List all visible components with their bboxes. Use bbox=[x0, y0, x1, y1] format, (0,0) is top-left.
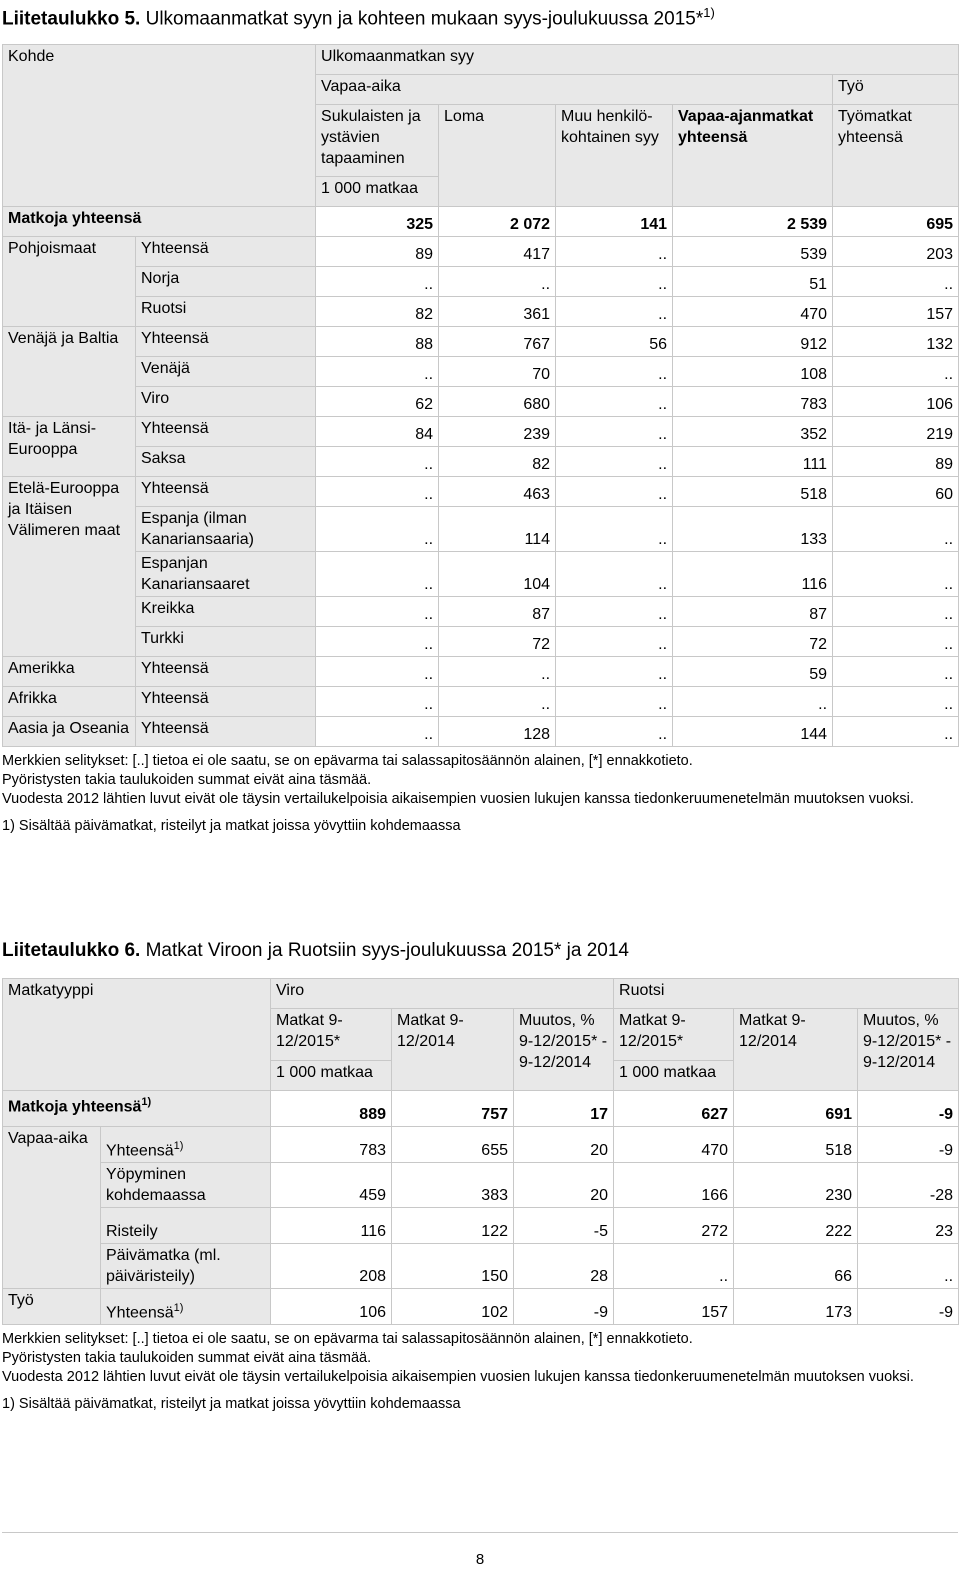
cell-value: 166 bbox=[614, 1163, 734, 1208]
region-label: Itä- ja Länsi-Eurooppa bbox=[3, 417, 136, 477]
table5-footnote: 1) Sisältää päivämatkat, risteilyt ja matkat joissa yövyttiin kohdemaassa bbox=[2, 818, 461, 834]
header-muu: Muu henkilö-kohtainen syy bbox=[556, 105, 673, 207]
total-row bbox=[3, 207, 959, 237]
row-label-text: Risteily bbox=[106, 1223, 158, 1240]
total-label bbox=[3, 1091, 271, 1127]
cell-value: .. bbox=[556, 717, 673, 747]
cell-value: .. bbox=[316, 657, 439, 687]
row-label-text: Yhteensä bbox=[106, 1142, 174, 1159]
cell-value: .. bbox=[556, 297, 673, 327]
cell-value: .. bbox=[316, 447, 439, 477]
cell-value: .. bbox=[833, 507, 959, 552]
row-label-text: Yhteensä bbox=[106, 1304, 174, 1321]
table-row bbox=[3, 417, 959, 447]
row-label: Yhteensä bbox=[136, 237, 316, 267]
table-row bbox=[3, 297, 959, 327]
cell-value: 122 bbox=[392, 1208, 514, 1244]
cell-value: 104 bbox=[439, 552, 556, 597]
cell-value: 28 bbox=[514, 1244, 614, 1289]
header-syy: Ulkomaanmatkan syy bbox=[316, 45, 959, 75]
cell-value: 361 bbox=[439, 297, 556, 327]
table5-notes bbox=[2, 752, 958, 836]
cell-value: 116 bbox=[271, 1208, 392, 1244]
cell-value: 72 bbox=[439, 627, 556, 657]
cell-value: 157 bbox=[833, 297, 959, 327]
cell-value: 272 bbox=[614, 1208, 734, 1244]
cell-value: -28 bbox=[858, 1163, 959, 1208]
row-label: Saksa bbox=[136, 447, 316, 477]
row-label-text: Päivämatka (ml. päiväristeily) bbox=[106, 1247, 221, 1285]
row-label-sup: 1) bbox=[173, 1301, 184, 1314]
row-label: Kreikka bbox=[136, 597, 316, 627]
cell-value: .. bbox=[673, 687, 833, 717]
row-label bbox=[101, 1208, 271, 1244]
total-value: 17 bbox=[514, 1091, 614, 1127]
cell-value: 62 bbox=[316, 387, 439, 417]
cell-value: 463 bbox=[439, 477, 556, 507]
total-value: 325 bbox=[316, 207, 439, 237]
total-value: 627 bbox=[614, 1091, 734, 1127]
cell-value: 20 bbox=[514, 1127, 614, 1163]
cell-value: 84 bbox=[316, 417, 439, 447]
cell-value: .. bbox=[439, 687, 556, 717]
table-row bbox=[3, 687, 959, 717]
row-label-text: Yöpyminen kohdemaassa bbox=[106, 1166, 206, 1204]
cell-value: 208 bbox=[271, 1244, 392, 1289]
cell-value: 56 bbox=[556, 327, 673, 357]
table-row bbox=[3, 627, 959, 657]
cell-value: .. bbox=[316, 357, 439, 387]
row-label bbox=[101, 1289, 271, 1325]
cell-value: 87 bbox=[673, 597, 833, 627]
row-label: Yhteensä bbox=[136, 717, 316, 747]
table6-title bbox=[2, 940, 629, 962]
cell-value: .. bbox=[833, 717, 959, 747]
row-label-sup: 1) bbox=[173, 1139, 184, 1152]
cell-value: .. bbox=[833, 627, 959, 657]
cell-value: .. bbox=[556, 507, 673, 552]
header-loma: Loma bbox=[439, 105, 556, 207]
cell-value: 20 bbox=[514, 1163, 614, 1208]
table5-note-legend: Merkkien selitykset: [..] tietoa ei ole saatu, se on epävarma tai salassapitosäännön alainen, [*] ennakkotieto. bbox=[2, 753, 693, 769]
table6-note-rounding: Pyöristysten takia taulukoiden summat eivät aina täsmää. bbox=[2, 1350, 372, 1366]
cell-value: 173 bbox=[734, 1289, 858, 1325]
row-label: Yhteensä bbox=[136, 417, 316, 447]
cell-value: .. bbox=[316, 597, 439, 627]
cell-value: 102 bbox=[392, 1289, 514, 1325]
cell-value: 417 bbox=[439, 237, 556, 267]
row-label: Venäjä bbox=[136, 357, 316, 387]
header-sukulaiset: Sukulaisten ja ystävien tapaaminen bbox=[316, 105, 439, 177]
cell-value: 459 bbox=[271, 1163, 392, 1208]
header-ruotsi-2015: Matkat 9-12/2015* bbox=[614, 1009, 734, 1061]
header-tyo: Työ bbox=[833, 75, 959, 105]
cell-value: 51 bbox=[673, 267, 833, 297]
cell-value: 66 bbox=[734, 1244, 858, 1289]
table6 bbox=[2, 978, 959, 1325]
cell-value: 655 bbox=[392, 1127, 514, 1163]
cell-value: 518 bbox=[734, 1127, 858, 1163]
table5-note-comparability: Vuodesta 2012 lähtien luvut eivät ole täysin vertailukelpoisia aikaisempien vuosien lukujen kanssa tiedonkeruumenetelmän muutoksen vuoksi. bbox=[2, 791, 914, 807]
table6-note-legend: Merkkien selitykset: [..] tietoa ei ole saatu, se on epävarma tai salassapitosäännön alainen, [*] ennakkotieto. bbox=[2, 1331, 693, 1347]
cell-value: 60 bbox=[833, 477, 959, 507]
cell-value: 783 bbox=[271, 1127, 392, 1163]
table6-note-comparability: Vuodesta 2012 lähtien luvut eivät ole täysin vertailukelpoisia aikaisempien vuosien lukujen kanssa tiedonkeruumenetelmän muutoksen vuoksi. bbox=[2, 1369, 914, 1385]
table-row bbox=[3, 1244, 959, 1289]
cell-value: -9 bbox=[858, 1127, 959, 1163]
total-label-sup: 1) bbox=[141, 1096, 152, 1108]
cell-value: .. bbox=[833, 357, 959, 387]
cell-value: 470 bbox=[673, 297, 833, 327]
cell-value: .. bbox=[316, 267, 439, 297]
header-kohde: Kohde bbox=[3, 45, 316, 207]
region-label: Venäjä ja Baltia bbox=[3, 327, 136, 417]
cell-value: 222 bbox=[734, 1208, 858, 1244]
total-value: 695 bbox=[833, 207, 959, 237]
table5-title bbox=[2, 5, 715, 30]
cell-value: 88 bbox=[316, 327, 439, 357]
row-label: Yhteensä bbox=[136, 657, 316, 687]
header-ruotsi-2014: Matkat 9-12/2014 bbox=[734, 1009, 858, 1091]
cell-value: 23 bbox=[858, 1208, 959, 1244]
table6-footnote: 1) Sisältää päivämatkat, risteilyt ja matkat joissa yövyttiin kohdemaassa bbox=[2, 1396, 461, 1412]
total-value: 889 bbox=[271, 1091, 392, 1127]
table-row bbox=[3, 657, 959, 687]
row-label bbox=[101, 1127, 271, 1163]
table-row bbox=[3, 327, 959, 357]
cell-value: 133 bbox=[673, 507, 833, 552]
cell-value: 203 bbox=[833, 237, 959, 267]
cell-value: -5 bbox=[514, 1208, 614, 1244]
header-ruotsi-muutos: Muutos, % 9-12/2015* - 9-12/2014 bbox=[858, 1009, 959, 1091]
table5-title-sup: 1) bbox=[703, 5, 715, 20]
table-row bbox=[3, 717, 959, 747]
cell-value: 767 bbox=[439, 327, 556, 357]
footer-divider bbox=[2, 1532, 958, 1533]
cell-value: .. bbox=[556, 417, 673, 447]
cell-value: 219 bbox=[833, 417, 959, 447]
cell-value: .. bbox=[833, 687, 959, 717]
table-row bbox=[3, 507, 959, 552]
total-label-text: Matkoja yhteensä bbox=[8, 1098, 142, 1116]
cell-value: .. bbox=[556, 627, 673, 657]
row-label: Espanja (ilman Kanariansaaria) bbox=[136, 507, 316, 552]
cell-value: 128 bbox=[439, 717, 556, 747]
cell-value: 352 bbox=[673, 417, 833, 447]
header-tyo-yhteensa: Työmatkat yhteensä bbox=[833, 105, 959, 207]
cell-value: .. bbox=[556, 237, 673, 267]
total-row bbox=[3, 1091, 959, 1127]
cell-value: 111 bbox=[673, 447, 833, 477]
table-row bbox=[3, 387, 959, 417]
header-vapaa-aika: Vapaa-aika bbox=[316, 75, 833, 105]
cell-value: 108 bbox=[673, 357, 833, 387]
row-label: Yhteensä bbox=[136, 477, 316, 507]
cell-value: 82 bbox=[439, 447, 556, 477]
table-row bbox=[3, 1163, 959, 1208]
row-label bbox=[101, 1244, 271, 1289]
table-row bbox=[3, 552, 959, 597]
cell-value: 230 bbox=[734, 1163, 858, 1208]
header-viro: Viro bbox=[271, 979, 614, 1009]
cell-value: -9 bbox=[858, 1289, 959, 1325]
cell-value: 89 bbox=[833, 447, 959, 477]
group-label: Vapaa-aika bbox=[3, 1127, 101, 1289]
cell-value: .. bbox=[556, 687, 673, 717]
cell-value: .. bbox=[614, 1244, 734, 1289]
cell-value: .. bbox=[833, 552, 959, 597]
cell-value: 783 bbox=[673, 387, 833, 417]
total-value: 691 bbox=[734, 1091, 858, 1127]
cell-value: 70 bbox=[439, 357, 556, 387]
table-row bbox=[3, 597, 959, 627]
cell-value: .. bbox=[316, 477, 439, 507]
cell-value: 144 bbox=[673, 717, 833, 747]
cell-value: 132 bbox=[833, 327, 959, 357]
header-viro-unit: 1 000 matkaa bbox=[271, 1061, 392, 1091]
cell-value: 518 bbox=[673, 477, 833, 507]
cell-value: .. bbox=[316, 552, 439, 597]
cell-value: 116 bbox=[673, 552, 833, 597]
cell-value: .. bbox=[439, 657, 556, 687]
cell-value: .. bbox=[556, 447, 673, 477]
header-unit: 1 000 matkaa bbox=[316, 177, 439, 207]
cell-value: 72 bbox=[673, 627, 833, 657]
table5-title-prefix: Liitetaulukko 5. bbox=[2, 8, 141, 30]
cell-value: 89 bbox=[316, 237, 439, 267]
table5 bbox=[2, 44, 959, 747]
cell-value: .. bbox=[833, 267, 959, 297]
region-label: Amerikka bbox=[3, 657, 136, 687]
table-row bbox=[3, 267, 959, 297]
cell-value: 106 bbox=[833, 387, 959, 417]
cell-value: 82 bbox=[316, 297, 439, 327]
cell-value: .. bbox=[316, 717, 439, 747]
cell-value: .. bbox=[316, 627, 439, 657]
cell-value: 114 bbox=[439, 507, 556, 552]
cell-value: .. bbox=[833, 657, 959, 687]
cell-value: 157 bbox=[614, 1289, 734, 1325]
cell-value: 106 bbox=[271, 1289, 392, 1325]
cell-value: 383 bbox=[392, 1163, 514, 1208]
total-value: 2 539 bbox=[673, 207, 833, 237]
cell-value: .. bbox=[316, 507, 439, 552]
cell-value: -9 bbox=[514, 1289, 614, 1325]
total-value: 141 bbox=[556, 207, 673, 237]
header-vapaa-yhteensa: Vapaa-ajanmatkat yhteensä bbox=[673, 105, 833, 207]
table-row bbox=[3, 447, 959, 477]
cell-value: .. bbox=[556, 357, 673, 387]
table6-title-text: Matkat Viroon ja Ruotsiin syys-joulukuussa 2015* ja 2014 bbox=[140, 940, 629, 961]
cell-value: 912 bbox=[673, 327, 833, 357]
header-viro-2015: Matkat 9-12/2015* bbox=[271, 1009, 392, 1061]
cell-value: 150 bbox=[392, 1244, 514, 1289]
table5-title-text: Ulkomaanmatkat syyn ja kohteen mukaan syys-joulukuussa 2015* bbox=[140, 8, 704, 30]
table6-title-prefix: Liitetaulukko 6. bbox=[2, 940, 141, 961]
row-label: Yhteensä bbox=[136, 687, 316, 717]
row-label: Yhteensä bbox=[136, 327, 316, 357]
cell-value: 680 bbox=[439, 387, 556, 417]
cell-value: 239 bbox=[439, 417, 556, 447]
header-viro-muutos: Muutos, % 9-12/2015* - 9-12/2014 bbox=[514, 1009, 614, 1091]
cell-value: .. bbox=[556, 387, 673, 417]
cell-value: 87 bbox=[439, 597, 556, 627]
header-viro-2014: Matkat 9-12/2014 bbox=[392, 1009, 514, 1091]
table-row bbox=[3, 237, 959, 267]
table-row bbox=[3, 1289, 959, 1325]
cell-value: 59 bbox=[673, 657, 833, 687]
cell-value: .. bbox=[833, 597, 959, 627]
cell-value: .. bbox=[556, 657, 673, 687]
cell-value: .. bbox=[858, 1244, 959, 1289]
region-label: Pohjoismaat bbox=[3, 237, 136, 327]
total-value: 757 bbox=[392, 1091, 514, 1127]
cell-value: .. bbox=[556, 597, 673, 627]
total-label: Matkoja yhteensä bbox=[3, 207, 316, 237]
row-label bbox=[101, 1163, 271, 1208]
header-ruotsi: Ruotsi bbox=[614, 979, 959, 1009]
cell-value: .. bbox=[316, 687, 439, 717]
row-label: Turkki bbox=[136, 627, 316, 657]
cell-value: .. bbox=[556, 477, 673, 507]
table6-notes bbox=[2, 1330, 958, 1414]
header-matkatyyppi: Matkatyyppi bbox=[3, 979, 271, 1091]
total-value: -9 bbox=[858, 1091, 959, 1127]
region-label: Etelä-Eurooppa ja Itäisen Välimeren maat bbox=[3, 477, 136, 657]
region-label: Afrikka bbox=[3, 687, 136, 717]
cell-value: .. bbox=[556, 267, 673, 297]
table-row bbox=[3, 477, 959, 507]
table-row bbox=[3, 1127, 959, 1163]
row-label: Viro bbox=[136, 387, 316, 417]
cell-value: .. bbox=[556, 552, 673, 597]
group-label: Työ bbox=[3, 1289, 101, 1325]
row-label: Norja bbox=[136, 267, 316, 297]
row-label: Espanjan Kanariansaaret bbox=[136, 552, 316, 597]
header-ruotsi-unit: 1 000 matkaa bbox=[614, 1061, 734, 1091]
table-row bbox=[3, 357, 959, 387]
cell-value: 539 bbox=[673, 237, 833, 267]
row-label: Ruotsi bbox=[136, 297, 316, 327]
region-label: Aasia ja Oseania bbox=[3, 717, 136, 747]
cell-value: .. bbox=[439, 267, 556, 297]
cell-value: 470 bbox=[614, 1127, 734, 1163]
table5-note-rounding: Pyöristysten takia taulukoiden summat eivät aina täsmää. bbox=[2, 772, 372, 788]
table-row bbox=[3, 1208, 959, 1244]
total-value: 2 072 bbox=[439, 207, 556, 237]
page-number: 8 bbox=[475, 1551, 485, 1568]
